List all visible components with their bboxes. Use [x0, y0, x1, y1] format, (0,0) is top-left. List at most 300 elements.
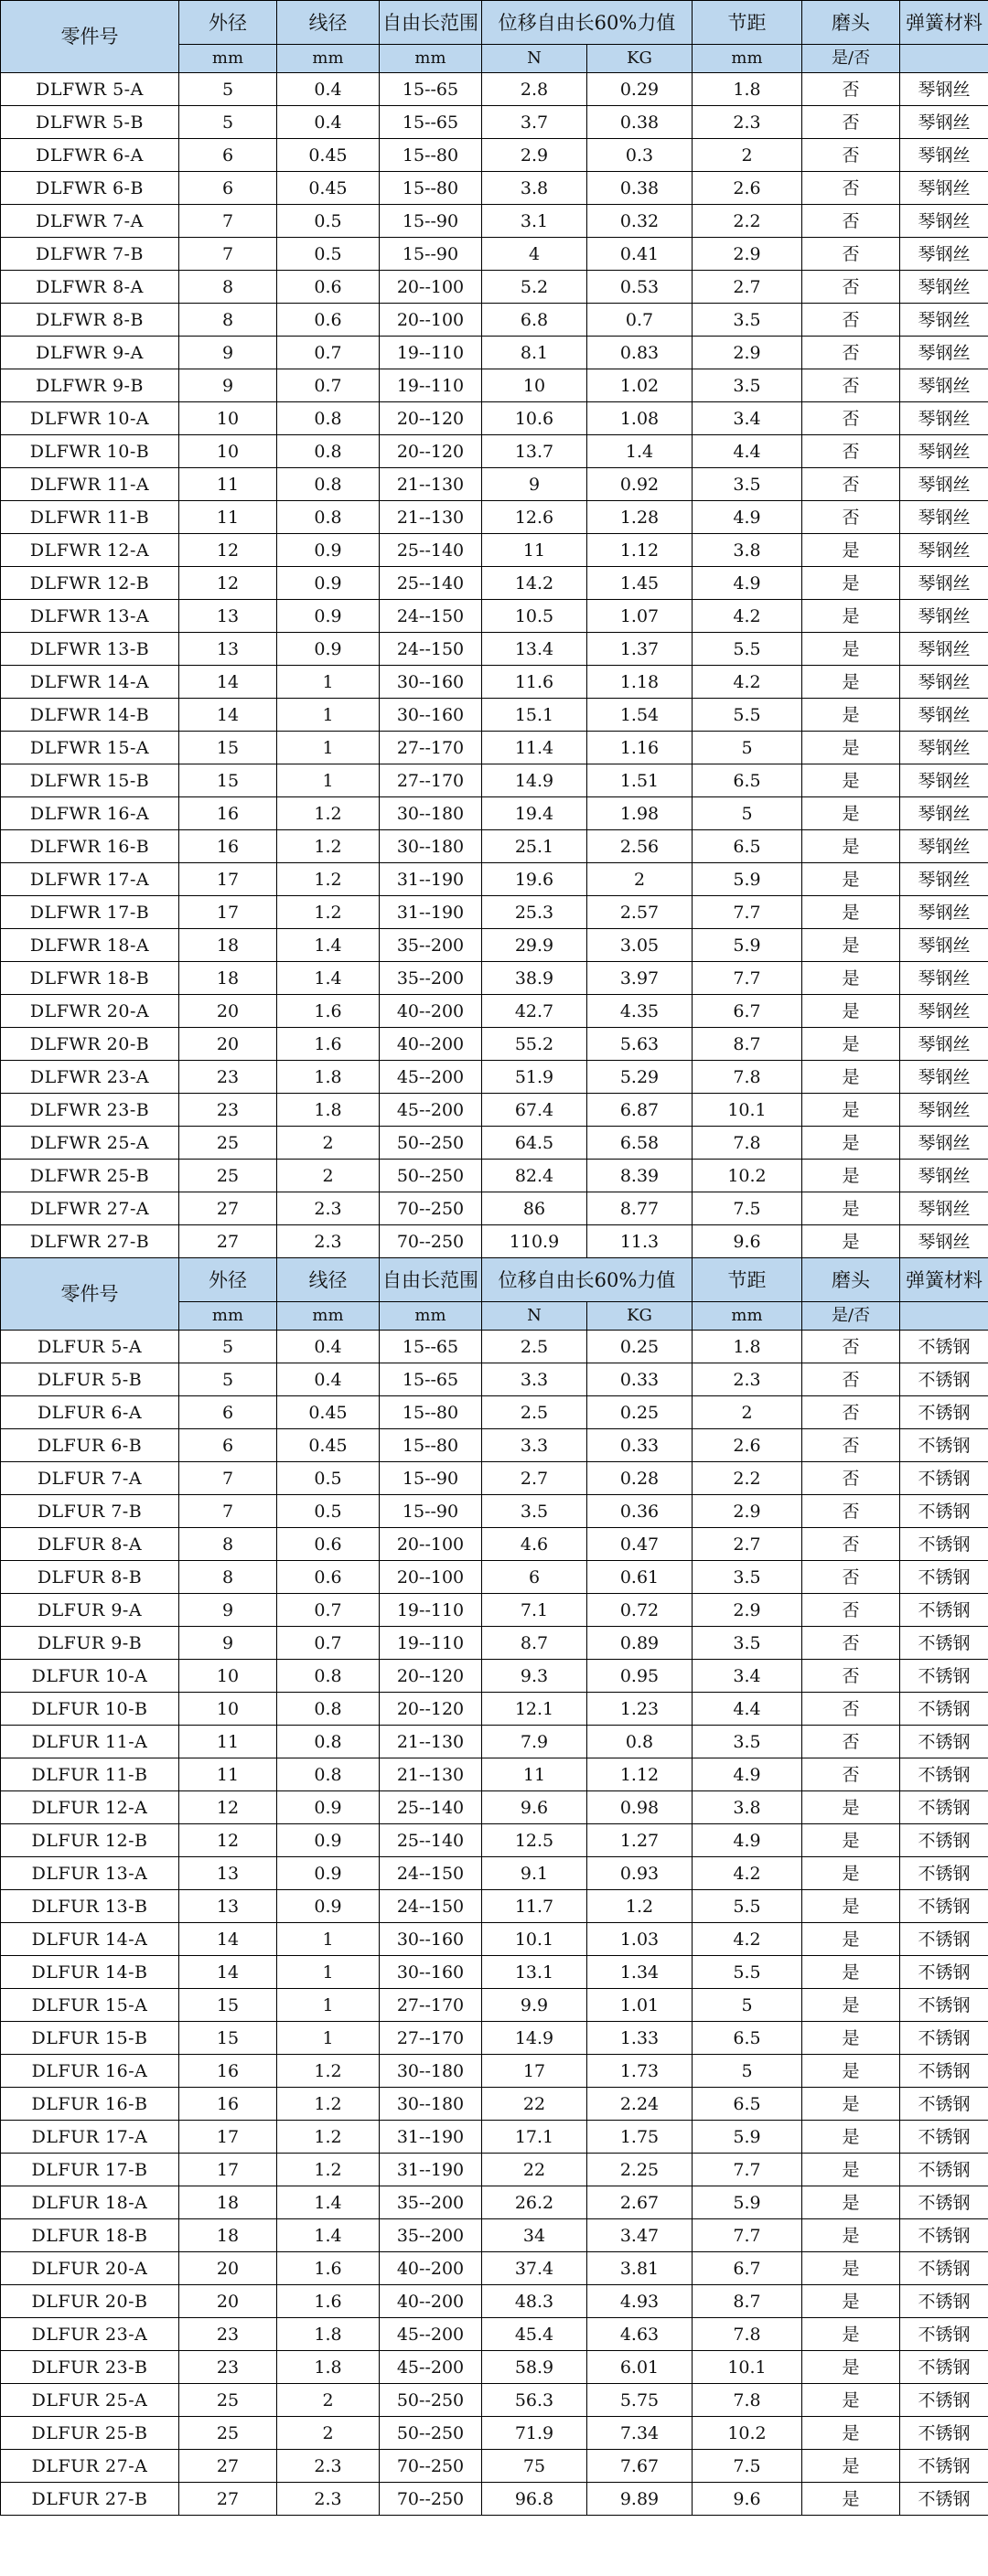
cell-material: 不锈钢	[900, 1429, 988, 1462]
cell-force-newton: 22	[482, 2088, 587, 2121]
cell-outer-diameter: 14	[179, 699, 277, 732]
cell-free-length: 15--65	[380, 73, 482, 106]
cell-wire-diameter: 1	[277, 732, 380, 764]
cell-free-length: 40--200	[380, 2252, 482, 2285]
cell-free-length: 30--180	[380, 2055, 482, 2088]
unit-force-kg: KG	[587, 1302, 693, 1331]
cell-free-length: 25--140	[380, 1824, 482, 1857]
cell-wire-diameter: 0.6	[277, 271, 380, 304]
cell-force-newton: 2.8	[482, 73, 587, 106]
table-row	[1, 1923, 988, 1956]
cell-pitch: 10.2	[693, 1160, 802, 1192]
cell-part-number: DLFWR 18-A	[1, 929, 179, 962]
cell-pitch: 10.1	[693, 2351, 802, 2384]
cell-wire-diameter: 1	[277, 699, 380, 732]
cell-wire-diameter: 1.6	[277, 2285, 380, 2318]
cell-wire-diameter: 0.5	[277, 238, 380, 271]
cell-wire-diameter: 2	[277, 2384, 380, 2417]
cell-wire-diameter: 0.9	[277, 633, 380, 666]
cell-ground-ends: 否	[802, 337, 900, 369]
table-row	[1, 2285, 988, 2318]
cell-force-kg: 3.81	[587, 2252, 693, 2285]
cell-ground-ends: 是	[802, 1791, 900, 1824]
cell-material: 琴钢丝	[900, 172, 988, 205]
cell-wire-diameter: 0.7	[277, 1627, 380, 1660]
cell-outer-diameter: 17	[179, 2121, 277, 2154]
cell-force-kg: 8.77	[587, 1192, 693, 1225]
cell-outer-diameter: 25	[179, 1160, 277, 1192]
cell-force-kg: 1.33	[587, 2022, 693, 2055]
cell-wire-diameter: 2.3	[277, 1192, 380, 1225]
cell-force-newton: 2.5	[482, 1331, 587, 1363]
cell-pitch: 8.7	[693, 1028, 802, 1061]
cell-material: 不锈钢	[900, 2450, 988, 2483]
table-row	[1, 1890, 988, 1923]
cell-force-kg: 1.12	[587, 534, 693, 567]
cell-wire-diameter: 1	[277, 764, 380, 797]
cell-part-number: DLFWR 15-A	[1, 732, 179, 764]
cell-wire-diameter: 1.2	[277, 2088, 380, 2121]
cell-material: 琴钢丝	[900, 468, 988, 501]
table-row	[1, 337, 988, 369]
cell-material: 琴钢丝	[900, 995, 988, 1028]
cell-wire-diameter: 0.7	[277, 337, 380, 369]
cell-ground-ends: 是	[802, 929, 900, 962]
header-part-number: 零件号	[1, 1258, 179, 1331]
cell-material: 琴钢丝	[900, 238, 988, 271]
cell-part-number: DLFWR 9-B	[1, 369, 179, 402]
cell-part-number: DLFWR 8-B	[1, 304, 179, 337]
cell-part-number: DLFUR 16-B	[1, 2088, 179, 2121]
cell-part-number: DLFUR 5-A	[1, 1331, 179, 1363]
cell-force-kg: 1.01	[587, 1989, 693, 2022]
cell-part-number: DLFWR 27-B	[1, 1225, 179, 1258]
cell-force-newton: 10.6	[482, 402, 587, 435]
cell-free-length: 30--160	[380, 666, 482, 699]
table-row	[1, 2154, 988, 2186]
cell-pitch: 4.4	[693, 1693, 802, 1726]
cell-force-kg: 6.58	[587, 1127, 693, 1160]
cell-material: 不锈钢	[900, 1561, 988, 1594]
cell-force-kg: 0.38	[587, 106, 693, 139]
cell-outer-diameter: 6	[179, 172, 277, 205]
cell-ground-ends: 否	[802, 1726, 900, 1758]
cell-material: 不锈钢	[900, 1594, 988, 1627]
cell-outer-diameter: 5	[179, 1363, 277, 1396]
cell-material: 琴钢丝	[900, 633, 988, 666]
cell-force-newton: 10.5	[482, 600, 587, 633]
cell-part-number: DLFWR 25-B	[1, 1160, 179, 1192]
cell-force-newton: 4.6	[482, 1528, 587, 1561]
cell-force-kg: 1.45	[587, 567, 693, 600]
cell-outer-diameter: 5	[179, 1331, 277, 1363]
cell-material: 琴钢丝	[900, 1061, 988, 1094]
table-row	[1, 764, 988, 797]
table-row	[1, 1660, 988, 1693]
cell-pitch: 3.8	[693, 534, 802, 567]
cell-outer-diameter: 15	[179, 1989, 277, 2022]
table-row	[1, 1331, 988, 1363]
cell-material: 琴钢丝	[900, 304, 988, 337]
cell-force-kg: 1.54	[587, 699, 693, 732]
cell-part-number: DLFWR 13-B	[1, 633, 179, 666]
table-row	[1, 995, 988, 1028]
cell-ground-ends: 是	[802, 2450, 900, 2483]
cell-force-newton: 9.1	[482, 1857, 587, 1890]
cell-force-newton: 9.6	[482, 1791, 587, 1824]
cell-outer-diameter: 14	[179, 1923, 277, 1956]
cell-part-number: DLFWR 23-A	[1, 1061, 179, 1094]
cell-material: 琴钢丝	[900, 435, 988, 468]
cell-material: 琴钢丝	[900, 896, 988, 929]
cell-force-newton: 86	[482, 1192, 587, 1225]
cell-wire-diameter: 1.2	[277, 863, 380, 896]
cell-ground-ends: 是	[802, 830, 900, 863]
unit-pitch: mm	[693, 45, 802, 73]
cell-force-kg: 1.23	[587, 1693, 693, 1726]
table-row	[1, 1726, 988, 1758]
cell-pitch: 10.1	[693, 1094, 802, 1127]
cell-force-newton: 34	[482, 2219, 587, 2252]
cell-outer-diameter: 9	[179, 337, 277, 369]
cell-pitch: 3.5	[693, 1561, 802, 1594]
table-row	[1, 139, 988, 172]
unit-outer-diameter: mm	[179, 1302, 277, 1331]
cell-material: 不锈钢	[900, 1331, 988, 1363]
cell-material: 琴钢丝	[900, 402, 988, 435]
cell-ground-ends: 否	[802, 1495, 900, 1528]
cell-free-length: 70--250	[380, 1225, 482, 1258]
cell-wire-diameter: 1.8	[277, 1094, 380, 1127]
cell-outer-diameter: 11	[179, 468, 277, 501]
cell-force-newton: 12.1	[482, 1693, 587, 1726]
cell-pitch: 4.2	[693, 666, 802, 699]
cell-material: 不锈钢	[900, 2384, 988, 2417]
cell-outer-diameter: 23	[179, 1094, 277, 1127]
cell-outer-diameter: 5	[179, 73, 277, 106]
cell-force-kg: 0.8	[587, 1726, 693, 1758]
cell-force-kg: 11.3	[587, 1225, 693, 1258]
cell-force-kg: 1.28	[587, 501, 693, 534]
cell-free-length: 20--100	[380, 1528, 482, 1561]
cell-force-newton: 11.6	[482, 666, 587, 699]
cell-pitch: 2.2	[693, 205, 802, 238]
cell-force-newton: 8.1	[482, 337, 587, 369]
cell-force-newton: 48.3	[482, 2285, 587, 2318]
table-row	[1, 1061, 988, 1094]
cell-ground-ends: 是	[802, 797, 900, 830]
table-row	[1, 2417, 988, 2450]
cell-force-kg: 2.56	[587, 830, 693, 863]
cell-wire-diameter: 0.8	[277, 501, 380, 534]
spec-table-body	[1, 1, 988, 2516]
cell-material: 不锈钢	[900, 1758, 988, 1791]
cell-outer-diameter: 27	[179, 2483, 277, 2516]
table-row	[1, 1791, 988, 1824]
table-row	[1, 468, 988, 501]
cell-force-kg: 5.63	[587, 1028, 693, 1061]
cell-wire-diameter: 0.8	[277, 468, 380, 501]
cell-ground-ends: 是	[802, 2384, 900, 2417]
table-row	[1, 1094, 988, 1127]
cell-part-number: DLFUR 14-A	[1, 1923, 179, 1956]
table-row	[1, 600, 988, 633]
cell-material: 琴钢丝	[900, 1028, 988, 1061]
cell-ground-ends: 是	[802, 666, 900, 699]
cell-outer-diameter: 11	[179, 1758, 277, 1791]
cell-ground-ends: 否	[802, 238, 900, 271]
cell-wire-diameter: 1.8	[277, 2351, 380, 2384]
cell-force-newton: 3.3	[482, 1363, 587, 1396]
cell-force-kg: 6.01	[587, 2351, 693, 2384]
cell-force-kg: 1.27	[587, 1824, 693, 1857]
cell-force-newton: 19.4	[482, 797, 587, 830]
cell-force-kg: 3.05	[587, 929, 693, 962]
cell-pitch: 5.9	[693, 2186, 802, 2219]
cell-wire-diameter: 2	[277, 1160, 380, 1192]
cell-material: 琴钢丝	[900, 534, 988, 567]
cell-pitch: 6.5	[693, 2088, 802, 2121]
cell-material: 不锈钢	[900, 2055, 988, 2088]
header-wire-diameter: 线径	[277, 1258, 380, 1302]
cell-part-number: DLFWR 9-A	[1, 337, 179, 369]
table-row	[1, 106, 988, 139]
cell-pitch: 7.8	[693, 2384, 802, 2417]
cell-part-number: DLFUR 17-B	[1, 2154, 179, 2186]
cell-force-newton: 51.9	[482, 1061, 587, 1094]
table-row	[1, 1495, 988, 1528]
cell-free-length: 15--65	[380, 1363, 482, 1396]
cell-force-newton: 13.7	[482, 435, 587, 468]
cell-pitch: 3.5	[693, 1627, 802, 1660]
cell-force-kg: 0.25	[587, 1331, 693, 1363]
cell-ground-ends: 否	[802, 1627, 900, 1660]
cell-material: 琴钢丝	[900, 699, 988, 732]
cell-material: 琴钢丝	[900, 369, 988, 402]
cell-wire-diameter: 1.8	[277, 1061, 380, 1094]
cell-force-newton: 7.1	[482, 1594, 587, 1627]
cell-wire-diameter: 0.9	[277, 1791, 380, 1824]
cell-pitch: 6.7	[693, 2252, 802, 2285]
cell-free-length: 30--160	[380, 699, 482, 732]
header-free-length-range: 自由长范围	[380, 1258, 482, 1302]
unit-pitch: mm	[693, 1302, 802, 1331]
table-row	[1, 2384, 988, 2417]
cell-part-number: DLFWR 20-B	[1, 1028, 179, 1061]
cell-part-number: DLFUR 23-A	[1, 2318, 179, 2351]
cell-force-kg: 1.73	[587, 2055, 693, 2088]
cell-free-length: 50--250	[380, 1160, 482, 1192]
cell-force-newton: 3.8	[482, 172, 587, 205]
cell-pitch: 1.8	[693, 1331, 802, 1363]
header-wire-diameter: 线径	[277, 1, 380, 45]
cell-wire-diameter: 1.2	[277, 896, 380, 929]
cell-part-number: DLFWR 11-B	[1, 501, 179, 534]
unit-force-newton: N	[482, 1302, 587, 1331]
cell-ground-ends: 是	[802, 1160, 900, 1192]
cell-part-number: DLFUR 13-B	[1, 1890, 179, 1923]
table-row	[1, 369, 988, 402]
cell-force-newton: 13.4	[482, 633, 587, 666]
cell-material: 不锈钢	[900, 2154, 988, 2186]
cell-outer-diameter: 13	[179, 1857, 277, 1890]
cell-pitch: 2.3	[693, 106, 802, 139]
cell-ground-ends: 否	[802, 73, 900, 106]
cell-part-number: DLFUR 11-A	[1, 1726, 179, 1758]
cell-wire-diameter: 2	[277, 2417, 380, 2450]
cell-outer-diameter: 20	[179, 2285, 277, 2318]
cell-part-number: DLFWR 5-A	[1, 73, 179, 106]
table-row	[1, 567, 988, 600]
cell-pitch: 7.8	[693, 2318, 802, 2351]
cell-ground-ends: 是	[802, 633, 900, 666]
header-pitch: 节距	[693, 1, 802, 45]
cell-outer-diameter: 18	[179, 2219, 277, 2252]
cell-wire-diameter: 0.4	[277, 106, 380, 139]
cell-pitch: 3.5	[693, 304, 802, 337]
cell-force-kg: 1.07	[587, 600, 693, 633]
cell-pitch: 2.7	[693, 1528, 802, 1561]
cell-pitch: 7.5	[693, 2450, 802, 2483]
cell-material: 不锈钢	[900, 2022, 988, 2055]
cell-force-newton: 12.6	[482, 501, 587, 534]
cell-ground-ends: 否	[802, 1660, 900, 1693]
cell-ground-ends: 否	[802, 369, 900, 402]
cell-wire-diameter: 1.6	[277, 2252, 380, 2285]
cell-wire-diameter: 0.4	[277, 1331, 380, 1363]
cell-wire-diameter: 0.8	[277, 402, 380, 435]
cell-outer-diameter: 11	[179, 501, 277, 534]
cell-free-length: 30--180	[380, 830, 482, 863]
cell-material: 不锈钢	[900, 1824, 988, 1857]
cell-free-length: 15--80	[380, 1396, 482, 1429]
cell-outer-diameter: 13	[179, 600, 277, 633]
cell-ground-ends: 是	[802, 1890, 900, 1923]
cell-wire-diameter: 1	[277, 1989, 380, 2022]
cell-pitch: 4.2	[693, 600, 802, 633]
cell-free-length: 30--180	[380, 797, 482, 830]
cell-part-number: DLFUR 13-A	[1, 1857, 179, 1890]
cell-force-kg: 0.93	[587, 1857, 693, 1890]
cell-material: 不锈钢	[900, 2252, 988, 2285]
cell-outer-diameter: 6	[179, 1396, 277, 1429]
cell-force-newton: 3.1	[482, 205, 587, 238]
cell-part-number: DLFUR 10-B	[1, 1693, 179, 1726]
cell-material: 琴钢丝	[900, 1160, 988, 1192]
cell-ground-ends: 否	[802, 402, 900, 435]
cell-outer-diameter: 10	[179, 435, 277, 468]
cell-material: 不锈钢	[900, 2219, 988, 2252]
cell-wire-diameter: 1.2	[277, 2154, 380, 2186]
cell-part-number: DLFWR 7-A	[1, 205, 179, 238]
cell-outer-diameter: 6	[179, 1429, 277, 1462]
cell-wire-diameter: 0.9	[277, 534, 380, 567]
cell-force-kg: 0.33	[587, 1363, 693, 1396]
cell-ground-ends: 是	[802, 2483, 900, 2516]
cell-force-kg: 1.08	[587, 402, 693, 435]
cell-outer-diameter: 20	[179, 1028, 277, 1061]
cell-part-number: DLFUR 6-B	[1, 1429, 179, 1462]
cell-force-kg: 0.36	[587, 1495, 693, 1528]
cell-ground-ends: 否	[802, 205, 900, 238]
cell-outer-diameter: 15	[179, 764, 277, 797]
header-part-number: 零件号	[1, 1, 179, 73]
cell-material: 琴钢丝	[900, 271, 988, 304]
table-row	[1, 1462, 988, 1495]
cell-force-newton: 45.4	[482, 2318, 587, 2351]
cell-force-kg: 1.4	[587, 435, 693, 468]
cell-outer-diameter: 7	[179, 1495, 277, 1528]
cell-force-kg: 0.7	[587, 304, 693, 337]
cell-force-kg: 0.29	[587, 73, 693, 106]
table-row	[1, 2088, 988, 2121]
cell-force-kg: 0.95	[587, 1660, 693, 1693]
cell-wire-diameter: 1	[277, 1923, 380, 1956]
cell-pitch: 4.2	[693, 1857, 802, 1890]
cell-part-number: DLFWR 20-A	[1, 995, 179, 1028]
cell-material: 琴钢丝	[900, 764, 988, 797]
cell-part-number: DLFWR 17-A	[1, 863, 179, 896]
cell-force-kg: 0.25	[587, 1396, 693, 1429]
cell-material: 琴钢丝	[900, 600, 988, 633]
cell-wire-diameter: 0.9	[277, 1857, 380, 1890]
cell-pitch: 6.7	[693, 995, 802, 1028]
cell-force-kg: 0.47	[587, 1528, 693, 1561]
cell-wire-diameter: 0.8	[277, 1660, 380, 1693]
cell-free-length: 15--80	[380, 139, 482, 172]
cell-ground-ends: 是	[802, 1824, 900, 1857]
cell-force-newton: 3.7	[482, 106, 587, 139]
cell-free-length: 24--150	[380, 633, 482, 666]
cell-force-newton: 64.5	[482, 1127, 587, 1160]
cell-wire-diameter: 1.4	[277, 2219, 380, 2252]
cell-force-kg: 2	[587, 863, 693, 896]
cell-free-length: 30--180	[380, 2088, 482, 2121]
cell-ground-ends: 否	[802, 435, 900, 468]
cell-force-newton: 14.9	[482, 764, 587, 797]
cell-pitch: 4.2	[693, 1923, 802, 1956]
cell-part-number: DLFUR 7-A	[1, 1462, 179, 1495]
cell-ground-ends: 是	[802, 1094, 900, 1127]
cell-outer-diameter: 7	[179, 1462, 277, 1495]
table-row	[1, 402, 988, 435]
cell-material: 琴钢丝	[900, 337, 988, 369]
cell-material: 不锈钢	[900, 1462, 988, 1495]
cell-force-kg: 0.83	[587, 337, 693, 369]
table-row	[1, 2351, 988, 2384]
cell-part-number: DLFUR 6-A	[1, 1396, 179, 1429]
cell-free-length: 19--110	[380, 369, 482, 402]
cell-outer-diameter: 8	[179, 1528, 277, 1561]
cell-force-kg: 0.89	[587, 1627, 693, 1660]
cell-material: 不锈钢	[900, 1791, 988, 1824]
cell-free-length: 15--80	[380, 1429, 482, 1462]
cell-part-number: DLFWR 5-B	[1, 106, 179, 139]
cell-material: 琴钢丝	[900, 732, 988, 764]
cell-ground-ends: 否	[802, 1462, 900, 1495]
cell-force-kg: 0.41	[587, 238, 693, 271]
cell-outer-diameter: 23	[179, 2351, 277, 2384]
cell-material: 不锈钢	[900, 1363, 988, 1396]
cell-material: 琴钢丝	[900, 73, 988, 106]
cell-free-length: 19--110	[380, 1594, 482, 1627]
cell-material: 不锈钢	[900, 1726, 988, 1758]
header-free-length-range: 自由长范围	[380, 1, 482, 45]
cell-free-length: 15--80	[380, 172, 482, 205]
cell-ground-ends: 否	[802, 1363, 900, 1396]
cell-free-length: 31--190	[380, 2154, 482, 2186]
cell-outer-diameter: 10	[179, 1660, 277, 1693]
